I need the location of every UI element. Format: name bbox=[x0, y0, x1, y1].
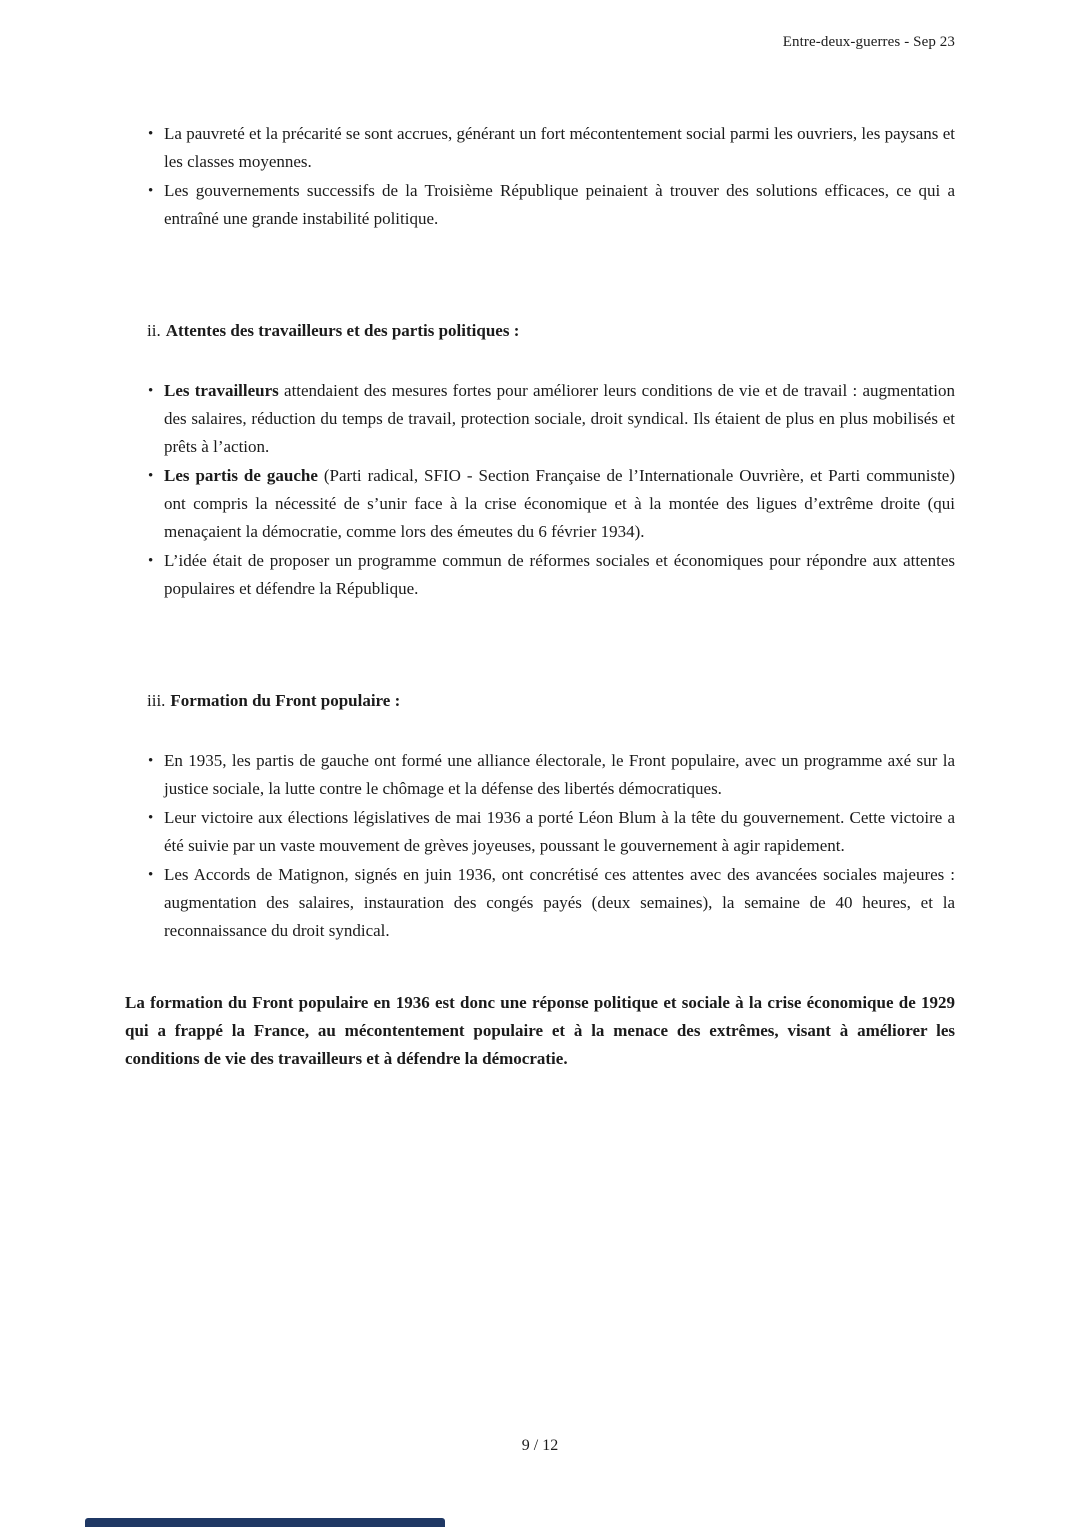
page-number: 9 / 12 bbox=[521, 1437, 559, 1454]
section-heading-formation bbox=[125, 687, 955, 715]
text-segment: Les gouvernements successifs de la Troisième République peinaient à trouver des solutions efficaces, ce qui a entraîné une grande instabilité politique. bbox=[164, 181, 955, 228]
section-title: Attentes des travailleurs et des partis politiques : bbox=[165, 321, 520, 340]
section-title: Formation du Front populaire : bbox=[170, 691, 401, 710]
section-heading-attentes bbox=[125, 317, 955, 345]
list-item bbox=[147, 377, 955, 461]
list-item bbox=[147, 547, 955, 603]
list-item bbox=[147, 177, 955, 233]
text-segment: (Parti radical, SFIO - Section Française de l’Internationale Ouvrière, et Parti communiste) ont compris la nécessité de s’unir face à la crise économique et à la montée des ligues d’extrême droite (qui menaçaient la démocratie, comme lors des émeutes du 6 février 1934). bbox=[164, 466, 956, 541]
running-title: Entre-deux-guerres - Sep 23 bbox=[782, 34, 955, 50]
text-segment: Leur victoire aux élections législatives de mai 1936 a porté Léon Blum à la tête du gouvernement. Cette victoire a été suivie par un vaste mouvement de grèves joyeuses, poussant le gouvernement à agir rapidement. bbox=[164, 808, 955, 855]
text-segment: L’idée était de proposer un programme commun de réformes sociales et économiques pour répondre aux attentes populaires et défendre la République. bbox=[164, 551, 955, 598]
bullet-list-attentes bbox=[125, 377, 955, 603]
bullet-list-intro bbox=[125, 120, 955, 233]
bold-text-segment: Les travailleurs bbox=[164, 381, 279, 400]
text-segment: En 1935, les partis de gauche ont formé une alliance électorale, le Front populaire, avec un programme axé sur la justice sociale, la lutte contre le chômage et la défense des libertés démocratiques. bbox=[164, 751, 955, 798]
list-item bbox=[147, 462, 955, 546]
text-segment: attendaient des mesures fortes pour améliorer leurs conditions de vie et de travail : augmentation des salaires, réduction du temps de travail, protection sociale, droit syndical. Ils étaient de plus en plus mobilisés et prêts à l’action. bbox=[164, 381, 955, 456]
text-segment: La pauvreté et la précarité se sont accrues, générant un fort mécontentement social parmi les ouvriers, les paysans et les classes moyennes. bbox=[164, 124, 955, 171]
page-header bbox=[783, 34, 955, 51]
section-numeral: ii. bbox=[147, 321, 161, 340]
bold-text-segment: Les partis de gauche bbox=[164, 466, 318, 485]
list-item bbox=[147, 804, 955, 860]
page-footer bbox=[0, 1437, 1080, 1455]
list-item bbox=[147, 747, 955, 803]
list-item bbox=[147, 861, 955, 945]
next-page-banner-sliver bbox=[85, 1518, 445, 1527]
bullet-list-formation bbox=[125, 747, 955, 945]
conclusion-paragraph: La formation du Front populaire en 1936 est donc une réponse politique et sociale à la crise économique de 1929 qui a frappé la France, au mécontentement populaire et à la menace des extrêmes, visant à améliorer les conditions de vie des travailleurs et à défendre la démocratie. bbox=[125, 993, 955, 1068]
text-segment: Les Accords de Matignon, signés en juin 1936, ont concrétisé ces attentes avec des avancées sociales majeures : augmentation des salaires, instauration des congés payés (deux semaines), la semaine de 40 heures, et la reconnaissance du droit syndical. bbox=[164, 865, 955, 940]
list-item bbox=[147, 120, 955, 176]
section-numeral: iii. bbox=[147, 691, 166, 710]
